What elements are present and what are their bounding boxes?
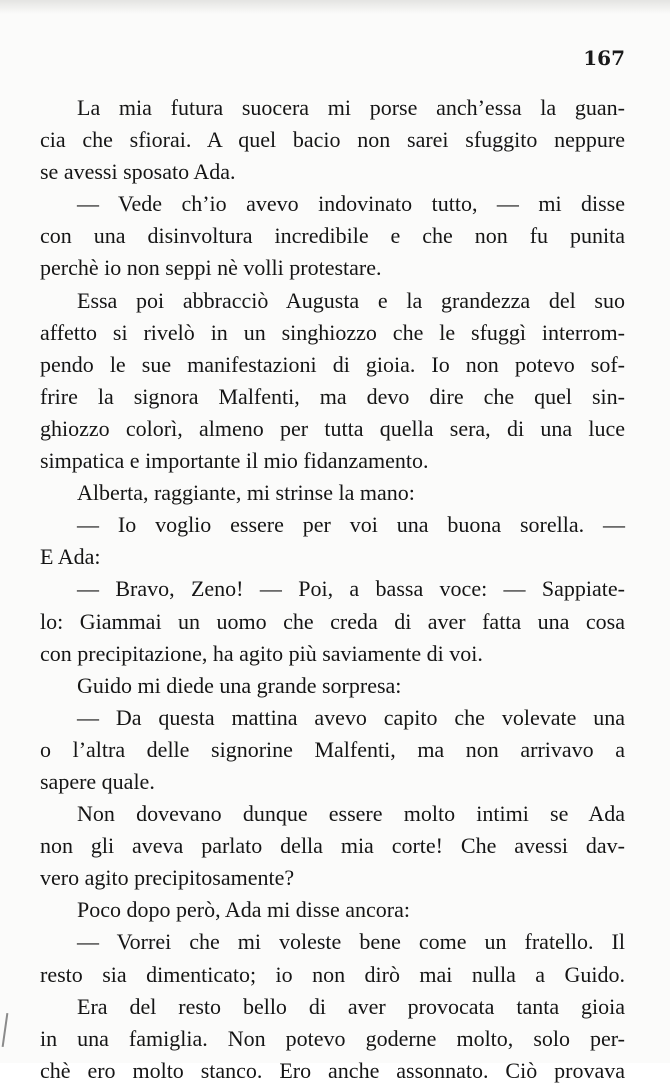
text-line: — Vorrei che mi voleste bene come un fratello. Il (77, 929, 625, 955)
text-line: con una disinvoltura incredibile e che non fu punita (40, 223, 625, 249)
margin-scan-mark (2, 1013, 9, 1047)
text-line: sapere quale. (40, 768, 155, 794)
text-line: in una famiglia. Non potevo goderne molto, solo per- (40, 1025, 625, 1051)
text-line: Poco dopo però, Ada mi disse ancora: (77, 897, 410, 923)
text-line: ghiozzo colorì, almeno per tutta quella sera, di una luce (40, 415, 625, 441)
text-line: con precipitazione, ha agito più saviamente di voi. (40, 640, 483, 666)
text-line: Era del resto bello di aver provocata tanta gioia (77, 993, 625, 1019)
text-line: o l’altra delle signorine Malfenti, ma non arrivavo a (40, 736, 625, 762)
text-line: cia che sfiorai. A quel bacio non sarei sfuggito neppure (40, 127, 625, 153)
text-line: — Io voglio essere per voi una buona sorella. — (77, 512, 625, 538)
text-line: resto sia dimenticato; io non dirò mai nulla a Guido. (40, 961, 625, 987)
text-line: Guido mi diede una grande sorpresa: (77, 672, 402, 698)
text-line: Non dovevano dunque essere molto intimi se Ada (77, 801, 625, 827)
page-number: 167 (583, 46, 625, 70)
text-line: affetto si rivelò in un singhiozzo che le sfuggì interrom- (40, 319, 625, 345)
text-line: — Bravo, Zeno! — Poi, a bassa voce: — Sappiate- (77, 576, 625, 602)
text-line: — Da questa mattina avevo capito che volevate una (77, 704, 625, 730)
text-line: lo: Giammai un uomo che creda di aver fatta una cosa (40, 608, 625, 634)
text-line: — Vede ch’io avevo indovinato tutto, — mi disse (77, 191, 625, 217)
text-line: se avessi sposato Ada. (40, 159, 236, 185)
text-line: Alberta, raggiante, mi strinse la mano: (77, 480, 415, 506)
text-line: chè ero molto stanco. Ero anche assonnato. Ciò provava (40, 1057, 625, 1083)
text-line: non gli aveva parlato della mia corte! Che avessi dav- (40, 833, 625, 859)
text-line: perchè io non seppi nè volli protestare. (40, 255, 382, 281)
text-line: La mia futura suocera mi porse anch’essa la guan- (77, 95, 625, 120)
text-line: simpatica e importante il mio fidanzamento. (40, 448, 429, 474)
body-text (40, 92, 625, 1087)
text-line: pendo le sue manifestazioni di gioia. Io non potevo sof- (40, 351, 625, 377)
text-line: frire la signora Malfenti, ma devo dire che quel sin- (40, 383, 625, 409)
text-line: E Ada: (40, 544, 101, 570)
text-line: vero agito precipitosamente? (40, 865, 295, 891)
text-line: Essa poi abbracciò Augusta e la grandezza del suo (77, 287, 625, 313)
page-top-shadow (0, 0, 670, 14)
